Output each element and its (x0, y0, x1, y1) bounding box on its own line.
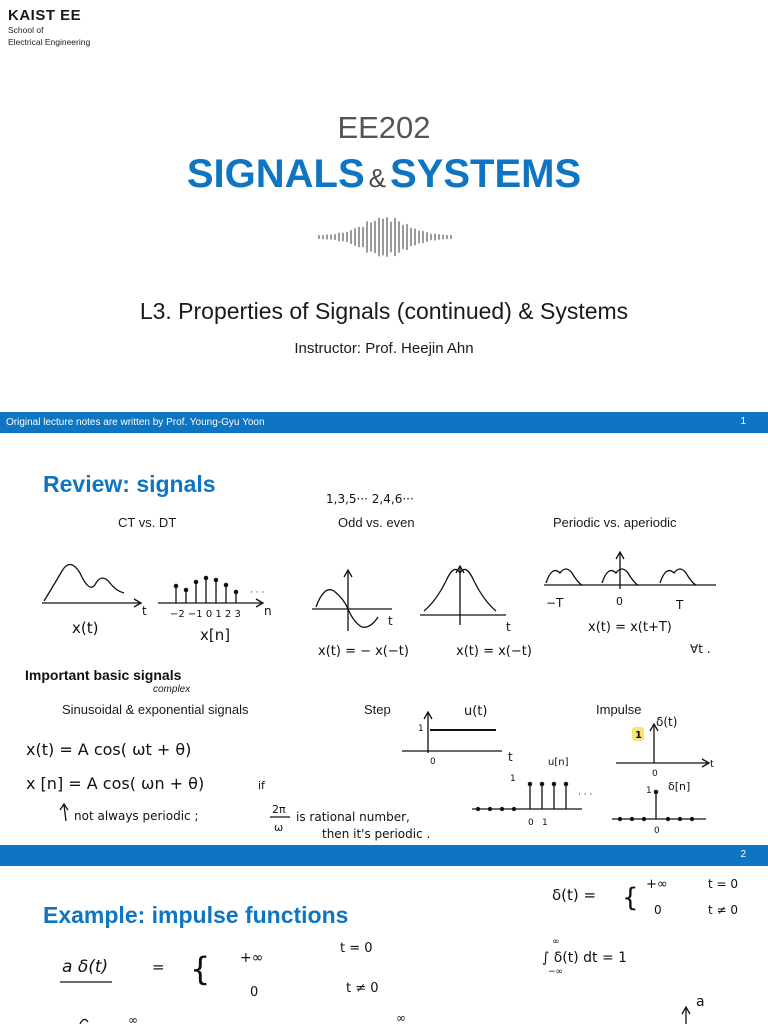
waveform-bar (378, 217, 380, 256)
svg-text:0: 0 (652, 769, 658, 779)
impulse-sketch (612, 715, 714, 836)
waveform-bar (366, 221, 368, 253)
instructor-name: Instructor: Prof. Heejin Ahn (294, 340, 474, 357)
hand-def-lhs: δ(t) = (552, 886, 597, 904)
lecture-title: L3. Properties of Signals (continued) & Systems (139, 298, 629, 324)
svg-text:0: 0 (654, 903, 662, 917)
waveform-bar (318, 235, 320, 239)
review-slide (0, 433, 768, 845)
svg-text:{: { (190, 950, 211, 988)
svg-text:1: 1 (646, 786, 652, 796)
svg-text:t ≠ 0: t ≠ 0 (708, 903, 739, 917)
title-ampersand: & (368, 163, 386, 193)
waveform-bar (414, 228, 416, 245)
svg-text:T: T (676, 598, 684, 612)
title-slide (0, 0, 768, 412)
waveform-icon (314, 214, 454, 260)
svg-text:t ≠ 0: t ≠ 0 (346, 981, 379, 996)
hand-not-periodic: not always periodic ; (74, 809, 199, 823)
slide-heading: Review: signals (43, 471, 216, 497)
svg-text:1: 1 (542, 818, 548, 828)
step-label: Step (364, 702, 391, 717)
waveform-bar (390, 222, 392, 253)
svg-text:+∞: +∞ (240, 950, 264, 966)
waveform-bar (442, 235, 444, 240)
svg-text:1: 1 (418, 724, 424, 734)
svg-text:if: if (258, 779, 265, 792)
waveform-bar (374, 221, 376, 254)
hand-integral: ∫ δ(t) dt = 1 (542, 950, 628, 966)
title-systems: SYSTEMS (389, 152, 582, 196)
hand-delta-t: δ(t) (656, 715, 678, 729)
svg-text:0: 0 (430, 757, 436, 767)
slide-footer-bar (0, 412, 768, 433)
svg-text:t: t (710, 759, 714, 770)
ct-signal-sketch (42, 564, 147, 637)
svg-text:t: t (388, 614, 393, 628)
hand-even-eq: x(t) = x(−t) (456, 644, 532, 659)
dt-signal-sketch (158, 576, 272, 644)
hand-odd-eq: x(t) = − x(−t) (318, 644, 409, 659)
a-delta-t: a δ(t) (62, 957, 109, 977)
ct-vs-dt-label: CT vs. DT (118, 515, 177, 530)
hand-xt: x(t) (72, 619, 99, 637)
waveform-bar (434, 233, 436, 240)
waveform-bar (426, 232, 428, 242)
course-title (0, 152, 768, 197)
svg-text:· · ·: · · · (578, 790, 593, 800)
hand-periodic-eq: x(t) = x(t+T) (588, 620, 672, 635)
waveform-bar (394, 218, 396, 256)
sinusoid-equations (26, 740, 430, 841)
waveform-bar (354, 228, 356, 246)
svg-text:∞: ∞ (396, 1011, 406, 1024)
handwritten-sketches (0, 433, 768, 845)
footer-note (6, 417, 265, 428)
hand-minus-T: −T (546, 596, 564, 610)
waveform-bar (410, 228, 412, 247)
sinusoidal-label: Sinusoidal & exponential signals (62, 702, 249, 717)
svg-text:=: = (152, 958, 165, 976)
waveform-bar (402, 225, 404, 250)
handwritten-equations (0, 866, 768, 1024)
footer-author: Young-Gyu Yoon (189, 417, 265, 428)
hand-un: u[n] (548, 757, 569, 768)
course-code: EE202 (337, 110, 431, 145)
svg-text:t = 0: t = 0 (708, 877, 739, 891)
waveform-bar (338, 233, 340, 242)
waveform-bar (334, 234, 336, 240)
hand-forall: ∀t . (690, 642, 711, 656)
waveform-bar (346, 232, 348, 242)
svg-text:0: 0 (654, 826, 660, 836)
basic-signals-heading: Important basic signals (25, 667, 182, 683)
hand-ut: u(t) (464, 704, 488, 719)
waveform-bar (370, 222, 372, 252)
logo-sub-line2: Electrical Engineering (8, 37, 91, 47)
step-sketch (402, 704, 592, 828)
page-number: 2 (740, 849, 746, 860)
impulse-label: Impulse (596, 702, 642, 717)
hand-odd-even-seq: 1,3,5··· 2,4,6··· (326, 492, 414, 506)
waveform-bar (418, 231, 420, 244)
svg-text:1: 1 (510, 774, 516, 784)
hand-then-periodic: then it's periodic . (322, 827, 431, 841)
hand-disc-sin: x [n] = A cos( ωn + θ) (26, 774, 205, 793)
slide-heading: Example: impulse functions (43, 902, 349, 928)
waveform-bar (350, 230, 352, 244)
hand-dt-ticks: −2 −1 0 1 2 3 (170, 609, 241, 620)
waveform-bar (362, 227, 364, 247)
hand-xn: x[n] (200, 626, 231, 644)
svg-text:∞: ∞ (552, 937, 560, 947)
waveform-bar (422, 231, 424, 243)
svg-text:−∞: −∞ (548, 967, 564, 977)
svg-text:t = 0: t = 0 (340, 941, 373, 956)
periodic-signal-sketch (544, 552, 716, 656)
slide-footer-bar-2 (0, 845, 768, 866)
svg-text:0: 0 (250, 985, 259, 1000)
svg-text:+∞: +∞ (646, 877, 668, 892)
waveform-bar (322, 235, 324, 240)
page-number: 1 (740, 416, 746, 427)
waveform-bar (382, 218, 384, 255)
footer-note-text: Original lecture notes are written by Prof. (6, 417, 190, 428)
waveform-bar (330, 234, 332, 240)
logo-brand: KAIST EE (8, 7, 82, 24)
svg-text:0: 0 (528, 818, 534, 828)
svg-text:n: n (264, 604, 272, 618)
waveform-bar (450, 235, 452, 239)
waveform-bar (358, 227, 360, 248)
hand-delta-n: δ[n] (668, 780, 691, 793)
waveform-bar (398, 221, 400, 253)
svg-text:t: t (506, 620, 511, 634)
waveform-bar (342, 233, 344, 242)
waveform-bar (438, 234, 440, 240)
odd-signal-sketch (312, 570, 409, 659)
hand-t: t (142, 604, 147, 618)
title-signals: SIGNALS (186, 152, 365, 196)
logo-sub-line1: School of (8, 25, 44, 35)
even-signal-sketch (420, 566, 532, 659)
svg-text:· · ·: · · · (250, 588, 265, 598)
svg-text:{: { (622, 883, 639, 913)
svg-text:a: a (696, 994, 705, 1010)
waveform-bar (326, 234, 328, 239)
svg-text:2π: 2π (272, 803, 286, 816)
waveform-bar (446, 235, 448, 240)
svg-text:∞: ∞ (128, 1013, 138, 1024)
complex-note: complex (153, 684, 191, 695)
svg-text:t: t (508, 750, 513, 764)
svg-text:0: 0 (616, 595, 623, 608)
impulse-example-slide (0, 866, 768, 1024)
waveform-bar (406, 224, 408, 250)
waveform-bar (430, 234, 432, 240)
odd-vs-even-label: Odd vs. even (338, 515, 415, 530)
waveform-bar (386, 217, 388, 257)
periodic-label: Periodic vs. aperiodic (553, 515, 677, 530)
kaist-ee-logo (8, 8, 90, 47)
comment-badge: 1 (635, 730, 642, 741)
hand-rational: is rational number, (296, 810, 410, 824)
hand-cont-sin: x(t) = A cos( ωt + θ) (26, 740, 192, 759)
svg-text:ω: ω (274, 821, 284, 834)
